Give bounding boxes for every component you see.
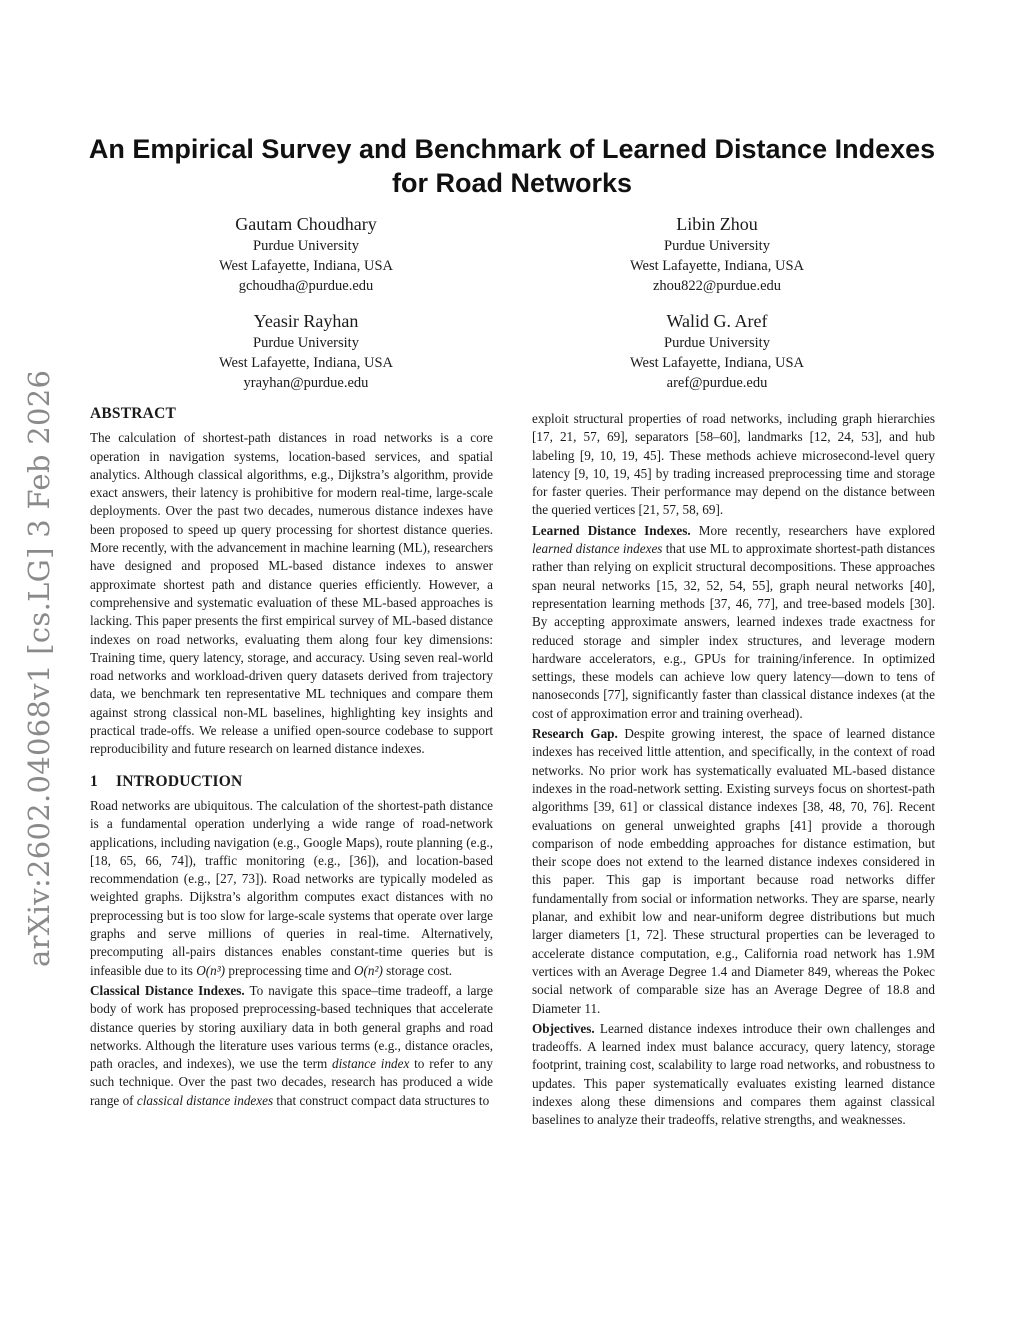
text-run: Road networks are ubiquitous. The calculation of the shortest-path distance is a fundamental operation underlying a wide range of road-network applications, including navigation (e.g., Google Maps), route planning (e.g., [18, 65, 66, 74]), traffic monitoring (e.g., [36]), and location-based recommendation (e.g., [27, 73]). Road networks are typically modeled as weighted graphs. Dijkstra’s algorithm computes exact distances with no preprocessing but is too slow for large-scale systems that operate over large graphs and serve millions of queries in real-time. Alternatively, precomputing all-pairs distances enables constant-time queries but is infeasible due to its — [90, 797, 493, 978]
paragraph-heading: Learned Distance Indexes. — [532, 522, 691, 538]
right-paragraph-1: exploit structural properties of road networks, including graph hierarchies [17, 21, 57, 69], separators [58–60], landmarks [12, 24, 53], and hub labeling [9, 10, 19, 45]. These methods achieve microsecond-level query latency [9, 10, 19, 45] by trading increased preprocessing time and storage for faster queries. Their performance may depend on the distance between the queried vertices [21, 57, 58, 69]. — [532, 411, 935, 518]
author-block — [567, 212, 867, 296]
author-email: zhou822@purdue.edu — [652, 278, 782, 294]
author-affiliation: Purdue University — [664, 335, 770, 351]
arxiv-identifier-text: arXiv:2602.04068v1 [cs.LG] 3 Feb 2026 — [22, 369, 56, 967]
text-run: storage cost. — [382, 962, 453, 978]
author-email: aref@purdue.edu — [666, 375, 768, 391]
paragraph-heading: Classical Distance Indexes. — [90, 982, 245, 998]
author-name: Gautam Choudhary — [235, 214, 377, 234]
author-email: gchoudha@purdue.edu — [238, 278, 374, 294]
text-run: preprocessing time and — [225, 962, 354, 978]
section-number: 1 — [90, 772, 98, 790]
math-run: O(n³) — [196, 962, 226, 978]
author-block — [156, 212, 456, 296]
paper-title — [60, 132, 964, 200]
author-block — [567, 309, 867, 393]
author-block — [156, 309, 456, 393]
italic-run: learned distance indexes — [532, 541, 663, 557]
left-column — [90, 405, 493, 1110]
paragraph-heading: Objectives. — [532, 1020, 595, 1036]
author-name: Libin Zhou — [676, 214, 758, 234]
text-run: to refer to any such technique. Over the past two decades, research has produced a wide range of — [90, 1056, 493, 1108]
text-run: that construct compact data structures to — [273, 1092, 490, 1108]
title-line-2: for Road Networks — [391, 168, 633, 198]
author-affiliation: Purdue University — [253, 335, 359, 351]
introduction-heading — [90, 773, 493, 791]
title-line-1: An Empirical Survey and Benchmark of Learned Distance Indexes — [88, 134, 936, 164]
section-title: INTRODUCTION — [116, 772, 243, 790]
author-affiliation: Purdue University — [664, 238, 770, 254]
author-affiliation: Purdue University — [253, 238, 359, 254]
text-run: that use ML to approximate shortest-path distances rather than relying on explicit structural decompositions. These approaches span neural networks [15, 32, 52, 54, 55], graph neural networks [40], representation learning methods [37, 46, 77], and tree-based models [30]. By accepting approximate answers, learned indexes trade exactness for reduced storage and simpler index structures, and leverage modern hardware accelerators, e.g., GPUs for training/inference. In optimized settings, these models can achieve low query latency—down to tens of nanoseconds [77], significantly faster than classical distance indexes (at the cost of approximation error and training overhead). — [532, 541, 935, 721]
text-run: More recently, researchers have explored — [690, 522, 935, 538]
abstract-heading: ABSTRACT — [90, 405, 177, 422]
abstract-text: The calculation of shortest-path distances in road networks is a core operation in navigation systems, location-based services, and spatial analytics. Although classical algorithms, e.g., Dijkstra’s algorithm, provide exact answers, their latency is prohibitive for modern real-time, large-scale deployments. Over the past two decades, numerous distance indexes have been proposed to speed up query processing for shortest distance queries. More recently, with the advancement in machine learning (ML), researchers have designed and proposed ML-based distance indexes to answer approximate shortest path and distance queries efficiently. However, a comprehensive and systematic evaluation of these ML-based approaches is lacking. This paper presents the first empirical survey of ML-based distance indexes on road networks, evaluating them along four key dimensions: Training time, query latency, storage, and accuracy. Using seven real-world road networks and workload-driven query datasets derived from trajectory data, we benchmark ten representative ML techniques and compare them against strong classical non-ML baselines, highlighting key insights and practical trade-offs. We release a unified open-source codebase to support reproducibility and future research on learned distance indexes. — [90, 430, 493, 757]
research-gap-paragraph — [532, 725, 935, 1018]
text-run: To navigate this space–time tradeoff, a large body of work has proposed preprocessing-based techniques that accelerate distance queries by storing auxiliary data in both general graphs and road networks. Although the literature uses various terms (e.g., distance oracles, path oracles, and indexes), we use the term — [90, 982, 493, 1072]
text-run: Despite growing interest, the space of learned distance indexes has received little attention, and specifically, in the context of road networks. No prior work has systematically evaluated ML-based distance indexes in the road-network setting. Existing surveys focus on shortest-path algorithms [39, 61] or classical distance indexes [38, 48, 70, 76]. Recent evaluations on general unweighted graphs [41] provide a thorough comparison of node embedding approaches for distance estimation, but their scope does not extend to the learned distance indexes considered in this paper. This gap is important because road networks differ fundamentally from social or information networks. They are sparse, nearly planar, and exhibit low and near-uniform degree distributions but much larger diameters [1, 72]. These structural properties can be leveraged to accelerate distance computation, e.g., California road network has 1.9M vertices with an Average Degree 1.4 and Diameter 849, whereas the Pokec social network of comparable size has an Average Degree of 18.8 and Diameter 11. — [532, 726, 935, 1016]
author-name: Walid G. Aref — [666, 311, 768, 331]
learned-indexes-paragraph — [532, 522, 935, 723]
text-run: Learned distance indexes introduce their own challenges and tradeoffs. A learned index must balance accuracy, query latency, storage footprint, training cost, scalability to large road networks, and robustness to updates. This paper systematically evaluates existing learned distance indexes along these dimensions and compares them against classical baselines to analyze their tradeoffs, relative strengths, and weaknesses. — [532, 1020, 935, 1128]
author-email: yrayhan@purdue.edu — [243, 375, 369, 391]
italic-run: distance index — [332, 1056, 410, 1072]
author-location: West Lafayette, Indiana, USA — [219, 355, 393, 371]
objectives-paragraph — [532, 1020, 935, 1130]
author-name: Yeasir Rayhan — [253, 311, 359, 331]
intro-paragraph-1 — [90, 797, 493, 980]
author-location: West Lafayette, Indiana, USA — [219, 258, 393, 274]
math-run: O(n²) — [354, 962, 383, 978]
author-location: West Lafayette, Indiana, USA — [630, 258, 804, 274]
right-column — [532, 410, 935, 1130]
author-location: West Lafayette, Indiana, USA — [630, 355, 804, 371]
italic-run: classical distance indexes — [136, 1092, 274, 1108]
intro-paragraph-2 — [90, 982, 493, 1110]
paragraph-heading: Research Gap. — [532, 726, 618, 742]
